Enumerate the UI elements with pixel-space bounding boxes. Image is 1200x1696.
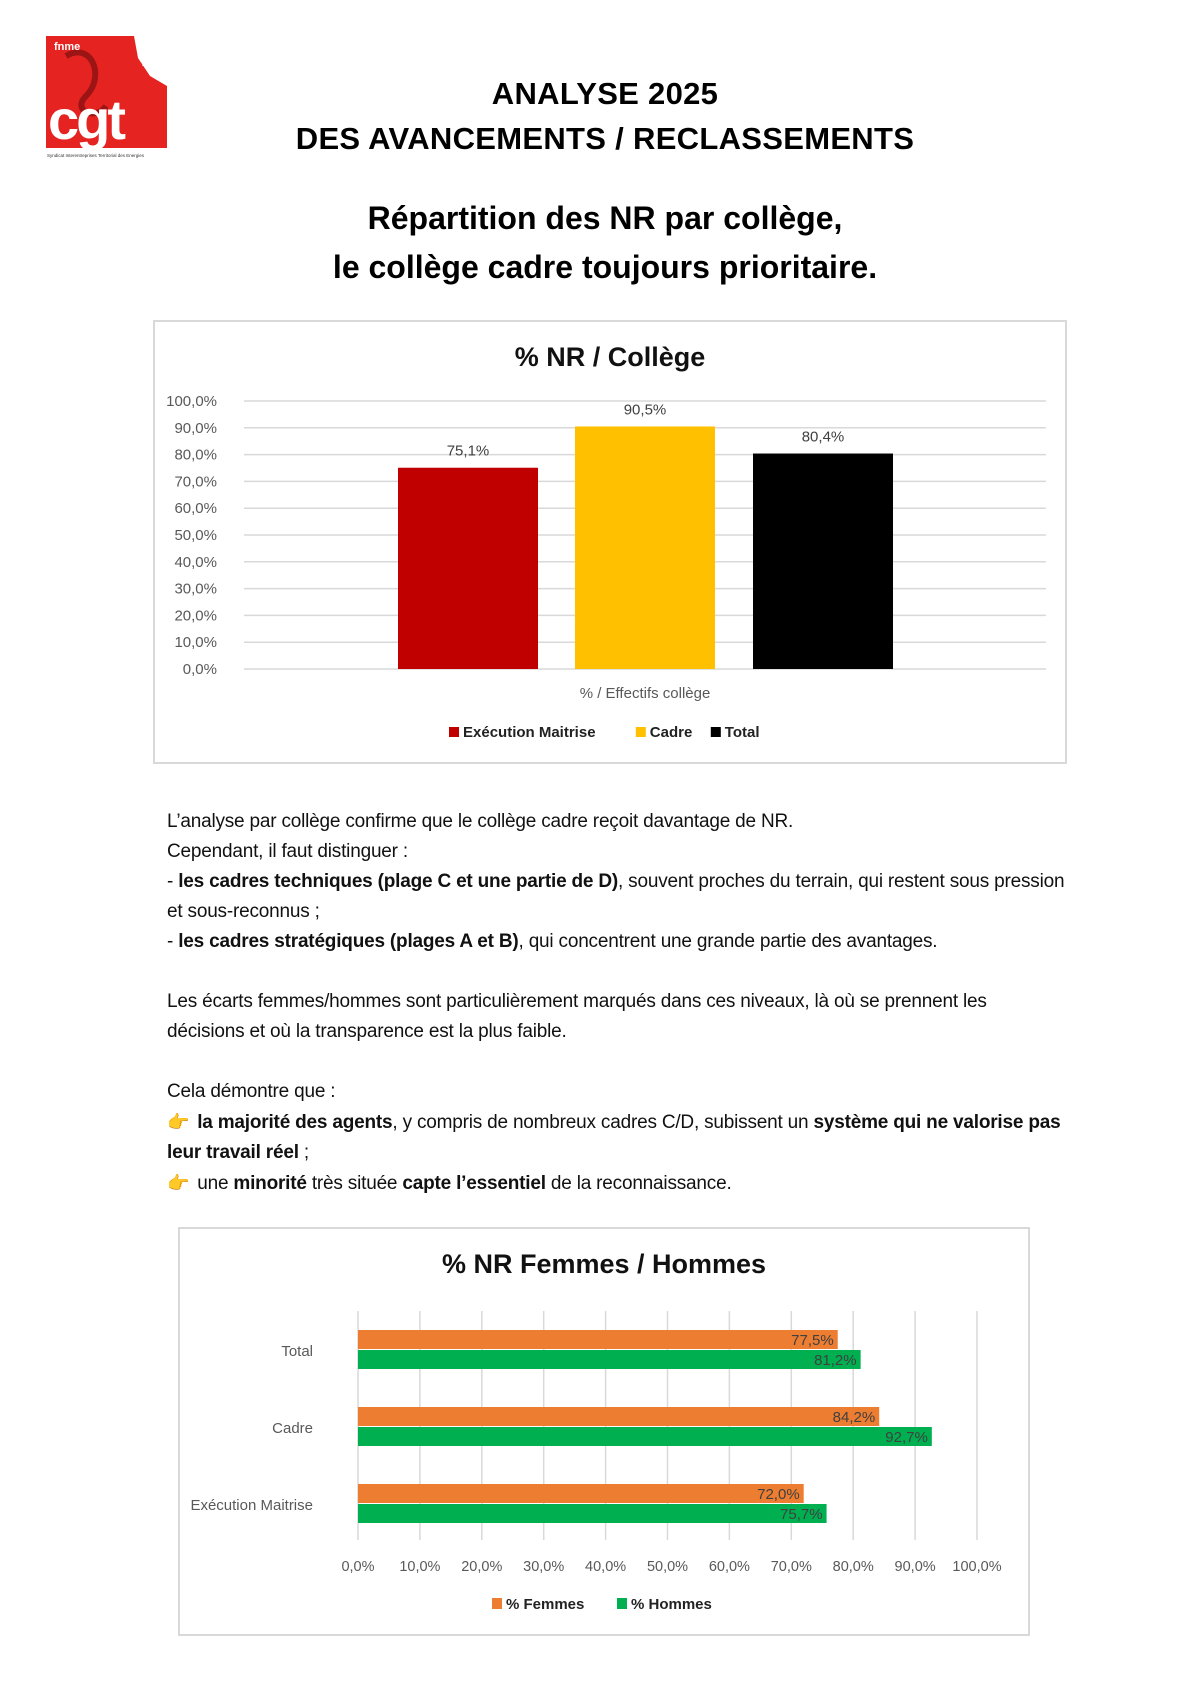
x-tick-label: 40,0% [585,1559,627,1575]
conclusion-point-1 [167,1107,1067,1168]
pointing-hand-icon: 👉 [167,1112,190,1132]
data-label: 92,7% [885,1429,928,1446]
text: de la reconnaissance. [545,1173,732,1194]
svg-text:Syndicat Interentreprises Terr: Syndicat Interentreprises Territorial des Energies [47,153,144,158]
x-tick-label: 60,0% [708,1559,750,1575]
data-label: 75,7% [780,1506,823,1523]
y-tick-label: 10,0% [174,634,217,652]
bar-exécution-maitrise [398,468,538,669]
text: , y compris de nombreux cadres C/D, subissent un [392,1112,814,1133]
y-tick-label: 20,0% [174,607,217,625]
x-tick-label: 30,0% [523,1559,565,1575]
bar-hommes [358,1504,827,1523]
legend-swatch [492,1598,502,1609]
y-tick-label: 50,0% [174,527,217,544]
bar-hommes [358,1427,932,1446]
bold-text: les cadres techniques (plage C et une partie de D) [178,871,619,892]
legend-swatch [449,727,459,737]
bar-hommes [358,1350,861,1369]
legend-swatch [617,1598,627,1609]
page-title-line2: DES AVANCEMENTS / RECLASSEMENTS [295,121,915,156]
data-label: 90,5% [623,401,667,419]
svg-text:SITE 41: SITE 41 [142,62,161,68]
x-tick-label: 20,0% [461,1559,503,1575]
legend-swatch [636,727,646,737]
bullet-cadres-techniques [167,867,1067,927]
svg-text:fnme: fnme [54,41,81,53]
data-label: 77,5% [791,1332,834,1349]
x-tick-label: 0,0% [341,1559,375,1575]
y-tick-label: 90,0% [174,419,217,437]
bar-cadre [575,426,715,669]
bullet-dash: - [167,931,179,952]
category-label: Total [281,1343,313,1360]
x-tick-label: 50,0% [646,1559,689,1575]
legend-label: Total [724,724,760,741]
paragraph: Les écarts femmes/hommes sont particulièrement marqués dans ces niveaux, là où se prennent les décisions et où la transparence est la plus faible. [167,991,987,1042]
chart-title: % NR / Collège [514,342,706,372]
chart-nr-femmes-hommes-plot [180,1229,1028,1634]
bar-femmes [358,1407,879,1426]
legend-label: % Femmes [506,1596,585,1613]
y-tick-label: 60,0% [174,500,217,518]
conclusion-point-2 [167,1168,1067,1199]
page-title-line1: ANALYSE 2025 [491,76,719,111]
legend-label: % Hommes [631,1596,712,1613]
x-axis-title: % / Effectifs collège [579,685,711,702]
category-label: Exécution Maitrise [190,1497,313,1514]
svg-text:cgt: cgt [48,88,123,151]
chart-title: % NR Femmes / Hommes [441,1249,767,1279]
pointing-hand-icon: 👉 [167,1173,190,1193]
y-tick-label: 100,0% [166,393,217,410]
bullet-dash: - [167,871,179,892]
category-label: Cadre [272,1420,313,1437]
subtitle-line1: Répartition des NR par collège, [367,200,843,236]
bar-femmes [358,1330,838,1349]
bold-text: capte l’essentiel [402,1173,546,1194]
bold-text: les cadres stratégiques (plages A et B) [178,931,519,952]
y-tick-label: 30,0% [174,580,217,598]
x-tick-label: 90,0% [894,1559,936,1575]
text: , qui concentrent une grande partie des avantages. [518,931,938,952]
x-tick-label: 80,0% [832,1559,874,1575]
paragraph: Cependant, il faut distinguer : [167,841,408,862]
y-tick-label: 80,0% [174,446,217,464]
x-tick-label: 70,0% [770,1559,812,1575]
chart-nr-college-plot [155,322,1065,762]
legend-label: Cadre [649,724,693,741]
data-label: 75,1% [446,442,490,460]
x-tick-label: 10,0% [399,1559,441,1575]
data-label: 84,2% [832,1409,876,1426]
paragraph: Cela démontre que : [167,1081,336,1102]
subtitle-line2: le collège cadre toujours prioritaire. [332,249,878,285]
analysis-text [167,807,1067,1199]
data-label: 81,2% [814,1352,857,1369]
data-label: 80,4% [801,428,845,446]
data-label: 72,0% [757,1486,800,1503]
text: très située [306,1173,403,1194]
text: , souvent proches du terrain, qui restent sous pression et sous-reconnus ; [167,871,1065,922]
bold-text: minorité [233,1173,307,1194]
bold-text: système qui ne valorise pas leur travail réel [167,1112,1061,1163]
legend-label: Exécution Maitrise [463,724,596,741]
y-tick-label: 70,0% [174,473,217,491]
y-tick-label: 40,0% [174,553,217,571]
text: ; [298,1142,309,1163]
bar-total [753,454,893,669]
bold-text: la majorité des agents [197,1112,393,1133]
paragraph: L’analyse par collège confirme que le collège cadre reçoit davantage de NR. [167,811,794,832]
bar-femmes [358,1484,804,1503]
legend-swatch [711,727,721,737]
chart-nr-college [153,320,1067,764]
bullet-cadres-strategiques [167,927,1067,957]
chart-nr-femmes-hommes [178,1227,1030,1636]
text: une [197,1173,234,1194]
y-tick-label: 0,0% [182,661,217,678]
x-tick-label: 100,0% [952,1559,1002,1575]
